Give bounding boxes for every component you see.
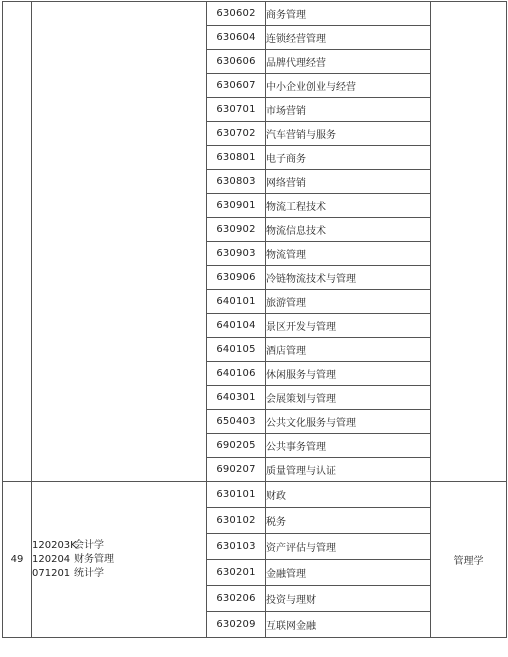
undergrad-major-code: 120203K (32, 539, 77, 551)
major-code: 630801 (207, 146, 266, 170)
major-name: 酒店管理 (266, 338, 431, 362)
undergrad-major-name: 财务管理 (74, 553, 114, 565)
major-code: 640101 (207, 290, 266, 314)
undergrad-major-code: 120204 (32, 553, 71, 565)
major-name: 汽车营销与服务 (266, 122, 431, 146)
major-name: 公共文化服务与管理 (266, 410, 431, 434)
major-code: 630906 (207, 266, 266, 290)
major-code: 630209 (207, 612, 266, 638)
major-code: 630901 (207, 194, 266, 218)
major-code: 630702 (207, 122, 266, 146)
group-number: 49 (3, 482, 32, 638)
major-name: 会展策划与管理 (266, 386, 431, 410)
undergrad-majors-cell (32, 2, 207, 482)
undergrad-major-name: 统计学 (74, 567, 104, 579)
major-code: 630604 (207, 26, 266, 50)
major-name: 市场营销 (266, 98, 431, 122)
undergrad-major-name: 会计学 (74, 539, 104, 551)
discipline-category: 管理学 (431, 482, 507, 638)
major-catalog-table (2, 1, 507, 638)
major-name: 商务管理 (266, 2, 431, 26)
major-code: 690207 (207, 458, 266, 482)
major-code: 650403 (207, 410, 266, 434)
undergrad-major (32, 567, 206, 581)
major-name: 中小企业创业与经营 (266, 74, 431, 98)
major-name: 质量管理与认证 (266, 458, 431, 482)
major-code: 640301 (207, 386, 266, 410)
major-name: 物流工程技术 (266, 194, 431, 218)
major-code: 630206 (207, 586, 266, 612)
major-code: 630103 (207, 534, 266, 560)
major-name: 冷链物流技术与管理 (266, 266, 431, 290)
major-name: 税务 (266, 508, 431, 534)
discipline-cell (431, 2, 507, 482)
major-name: 连锁经营管理 (266, 26, 431, 50)
major-code: 630102 (207, 508, 266, 534)
major-name: 网络营销 (266, 170, 431, 194)
table-row (3, 482, 507, 508)
major-name: 品牌代理经营 (266, 50, 431, 74)
major-code: 630701 (207, 98, 266, 122)
major-name: 互联网金融 (266, 612, 431, 638)
major-name: 公共事务管理 (266, 434, 431, 458)
group-number-cell (3, 2, 32, 482)
major-code: 640104 (207, 314, 266, 338)
upper-group (3, 2, 507, 482)
major-code: 630803 (207, 170, 266, 194)
major-name: 金融管理 (266, 560, 431, 586)
major-name: 资产评估与管理 (266, 534, 431, 560)
undergrad-major-code: 071201 (32, 567, 71, 579)
major-name: 财政 (266, 482, 431, 508)
major-name: 电子商务 (266, 146, 431, 170)
major-name: 景区开发与管理 (266, 314, 431, 338)
lower-group (3, 482, 507, 638)
major-code: 640106 (207, 362, 266, 386)
major-code: 640105 (207, 338, 266, 362)
undergrad-major (32, 539, 206, 553)
major-name: 物流信息技术 (266, 218, 431, 242)
major-code: 630606 (207, 50, 266, 74)
major-code: 630903 (207, 242, 266, 266)
major-code: 630201 (207, 560, 266, 586)
table-row (3, 2, 507, 26)
undergrad-major (32, 553, 206, 567)
undergrad-majors-list (32, 482, 207, 638)
major-code: 630607 (207, 74, 266, 98)
major-name: 投资与理财 (266, 586, 431, 612)
major-name: 旅游管理 (266, 290, 431, 314)
major-name: 物流管理 (266, 242, 431, 266)
major-name: 休闲服务与管理 (266, 362, 431, 386)
major-code: 630101 (207, 482, 266, 508)
major-code: 630902 (207, 218, 266, 242)
major-code: 690205 (207, 434, 266, 458)
major-code: 630602 (207, 2, 266, 26)
